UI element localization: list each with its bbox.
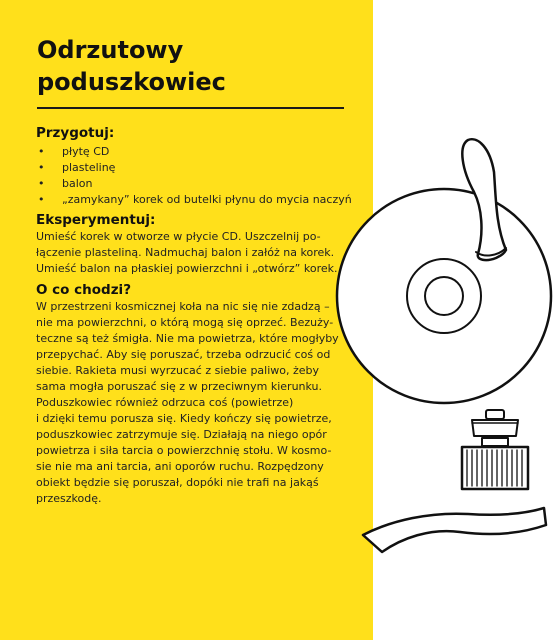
text-line: powietrza i siła tarcia o powierzchnię stołu. W kosmo-: [36, 444, 332, 457]
text-line: nie ma powierzchni, o którą mogą się oprzeć. Bezuży-: [36, 316, 334, 329]
text-line: teczne są też śmigła. Nie ma powietrza, które mogłyby: [36, 332, 339, 345]
text-line: przeszkodę.: [36, 492, 102, 505]
title-line-1: Odrzutowy: [37, 36, 184, 64]
bullet-icon: •: [38, 161, 45, 174]
text-line: i dzięki temu porusza się. Kiedy kończy się powietrze,: [36, 412, 332, 425]
list-item-text: balon: [62, 177, 93, 190]
text-line: poduszkowiec zatrzymuje się. Działają na niego opór: [36, 428, 327, 441]
cd-disc-icon: [337, 189, 551, 403]
text-line: łączenie plasteliną. Nadmuchaj balon i załóż na korek.: [36, 246, 335, 259]
experiment-heading: Eksperymentuj:: [36, 212, 156, 228]
text-line: obiekt będzie się poruszał, dopóki nie trafi na jakąś: [36, 476, 319, 489]
explanation-heading: O co chodzi?: [36, 282, 132, 298]
text-line: Umieść balon na płaskiej powierzchni i „otwórz” korek.: [36, 262, 338, 275]
bullet-icon: •: [38, 193, 45, 206]
list-item-text: „zamykany” korek od butelki płynu do mycia naczyń: [62, 193, 352, 206]
bullet-icon: •: [38, 177, 45, 190]
text-line: W przestrzeni kosmicznej koła na nic się nie zdadzą –: [36, 300, 330, 313]
text-line: Umieść korek w otworze w płycie CD. Uszczelnij po-: [36, 230, 321, 243]
text-line: sie nie ma ani tarcia, ani oporów ruchu. Rozpędzony: [36, 460, 324, 473]
text-line: siebie. Rakieta musi wyrzucać z siebie paliwo, żeby: [36, 364, 320, 377]
text-line: Poduszkowiec również odrzuca coś (powietrze): [36, 396, 294, 409]
title-line-2: poduszkowiec: [37, 68, 226, 96]
list-item-text: plastelinę: [62, 161, 116, 174]
list-item-text: płytę CD: [62, 145, 110, 158]
text-line: przepychać. Aby się poruszać, trzeba odrzucić coś od: [36, 348, 331, 361]
bullet-icon: •: [38, 145, 45, 158]
prepare-heading: Przygotuj:: [36, 125, 115, 141]
text-line: sama mogła poruszać się z w przeciwnym kierunku.: [36, 380, 323, 393]
bottle-cap-icon: [462, 410, 528, 489]
plasticine-strip-icon: [363, 508, 546, 552]
